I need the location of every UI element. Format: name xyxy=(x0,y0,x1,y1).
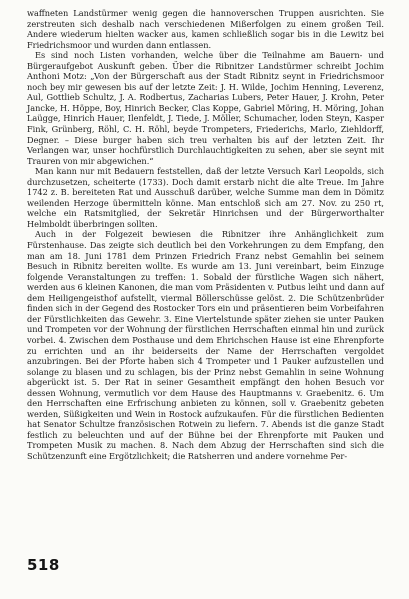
paragraph-4: Auch in der Folgezeit bewiesen die Ribnitzer ihre Anhänglichkeit zum Fürstenhause. Das zeigte sich deutlich bei den Vorkehrungen zu dem Empfang, den man am 18. Juni 1781 dem Prinzen Friedrich Franz nebst Gemahlin bei seinem Besuch in Ribnitz bereiten wollte. Es wurde am 13. Juni vereinbart, beim Einzuge folgende Veranstaltungen zu treffen: 1. Sobald der fürstliche Wagen sich nähert, werden aus 6 kleinen Kanonen, die man vom Präsidenten v. Putbus leiht und dann auf dem Heiligengeisthof aufstellt, viermal Böllerschüsse gelöst. 2. Die Schützenbrüder finden sich in der Gegend des Rostocker Tors ein und präsentieren beim Vorbeifahren der Fürstlichkeiten das Gewehr. 3. Eine Viertelstunde später ziehen sie unter Pauken und Trompeten vor der Wohnung der fürstlichen Herrschaften einmal hin und zurück vorbei. 4. Zwischen dem Posthause und dem Ehrichschen Hause ist eine Ehrenpforte zu errichten und an ihr beiderseits der Name der Herrschaften vergoldet anzubringen. Bei der Pforte haben sich 4 Trompeter und 1 Pauker aufzustellen und solange zu blasen und zu schlagen, bis der Prinz nebst Gemahlin in seine Wohnung abgerückt ist. 5. Der Rat in seiner Gesamtheit empfängt den hohen Besuch vor dessen Wohnung, vermutlich vor dem Hause des Hauptmanns v. Graebenitz. 6. Um den Herrschaften eine Erfrischung anbieten zu können, soll v. Graebenitz gebeten werden, Süßigkeiten und Wein in Rostock aufzukaufen. Für die fürstlichen Bedienten hat Senator Schultze französischen Rotwein zu liefern. 7. Abends ist die ganze Stadt festlich zu beleuchten und auf der Bühne bei der Ehrenpforte mit Pauken und Trompeten Musik zu machen. 8. Nach dem Abzug der Herrschaften sind sich die Schützenzunft eine Ergötzlichkeit; die Ratsherren und andere vornehme Per- xyxy=(27,229,384,461)
body-text xyxy=(27,8,384,462)
paragraph-2: Es sind noch Listen vorhanden, welche über die Teilnahme am Bauern- und Bürgeraufgebot Auskunft geben. Über die Ribnitzer Landstürmer schreibt Jochim Anthoni Motz: „Von der Bürgerschaft aus der Stadt Ribnitz seynt in Friedrichsmoor noch bey mir gewesen bis auf der letzte Zeit: J. H. Wilde, Jochim Henning, Leverenz, Aul, Gottlieb Schultz, J. A. Rodbertus, Zacharias Lubers, Peter Hauer, J. Krohn, Peter Jancke, H. Höppe, Boy, Hinrich Becker, Clas Koppe, Gabriel Möring, H. Möring, Johan Laügge, Hinrich Hauer, Ilenfeldt, J. Tiede, J. Möller, Schumacher, loden Steyn, Kasper Fink, Grünberg, Röhl, C. H. Röhl, beyde Trompeters, Friederichs, Marlo, Ziehldorff, Degner. – Diese burger haben sich treu verhalten bis auf der letzten Zeit. Ihr Verlangen war, unser hochfürstlich Durchlauchtigkeiten zu sehen, aber sie seynt mit Trauren von mir abgewichen.“ xyxy=(27,50,384,166)
paragraph-1: waffneten Landstürmer wenig gegen die hannoverschen Truppen ausrichten. Sie zerstreuten sich deshalb nach verschiedenen Mißerfolgen zu einem großen Teil. Andere wiederum hielten wacker aus, kamen schließlich sogar bis in die Lewitz bei Friedrichsmoor und wurden dann entlassen. xyxy=(27,8,384,50)
page-number: 518 xyxy=(27,556,60,574)
paragraph-3: Man kann nur mit Bedauern feststellen, daß der letzte Versuch Karl Leopolds, sich durchzusetzen, scheiterte (1733). Doch damit erstarb nicht die alte Treue. Im Jahre 1742 z. B. bereiteten Rat und Ausschuß darüber, welche Summe man dem in Dömitz weilenden Herzoge übermitteln könne. Man entschloß sich am 27. Nov. zu 250 rt, welche ein Ratsmitglied, der Sekretär Hinrichsen und der Bürgerworthalter Helmboldt überbringen sollten. xyxy=(27,166,384,229)
